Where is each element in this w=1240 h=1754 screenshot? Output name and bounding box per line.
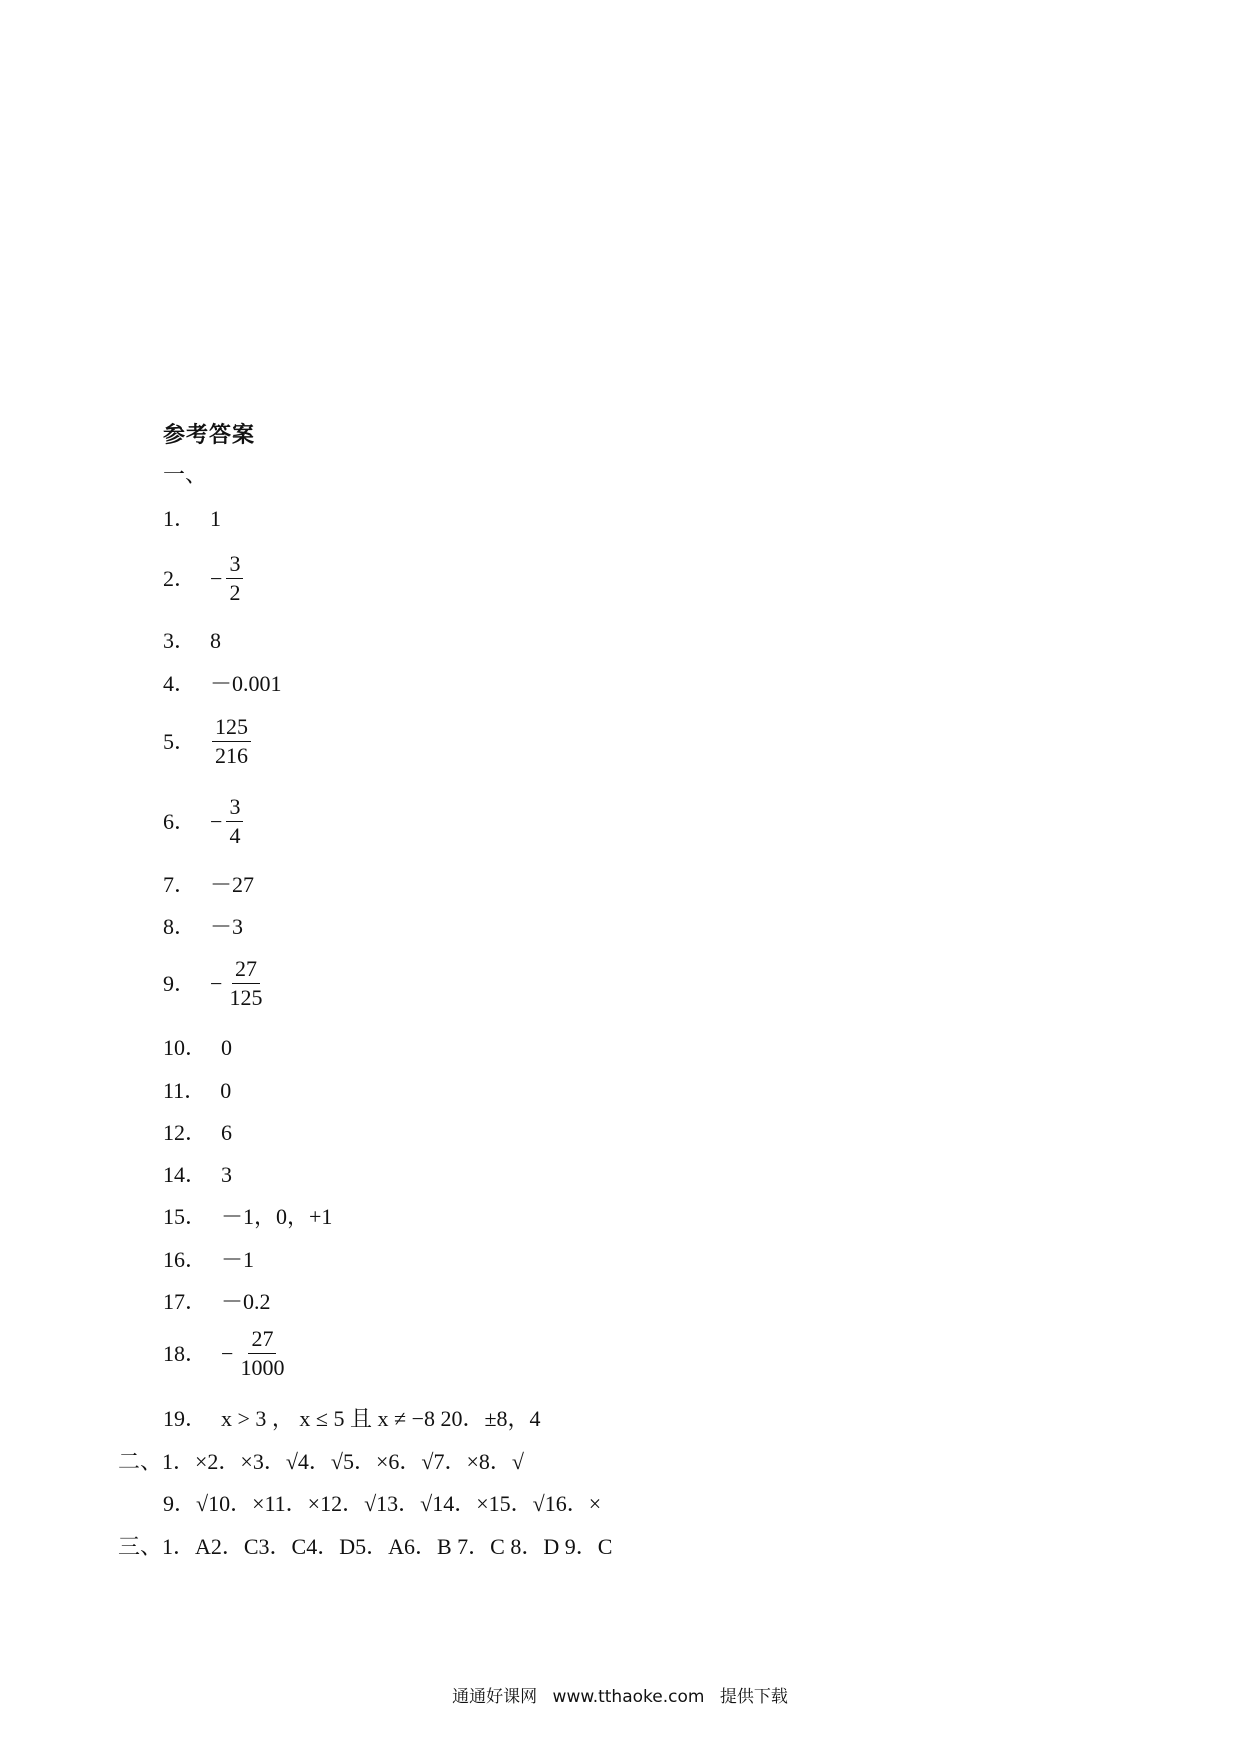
answer-value: 0 (221, 1035, 233, 1060)
answer-number: 1． (163, 506, 197, 531)
answer-value: －0.2 (221, 1289, 271, 1314)
answer-value: －1，0，+1 (221, 1204, 333, 1229)
answer-number: 9． (163, 970, 197, 996)
answer-number: 4． (163, 671, 197, 696)
answer-value: －27 (210, 872, 255, 897)
answer-value: 1 (210, 506, 222, 531)
minus-sign: − (210, 970, 223, 996)
answer-value: 8 (210, 628, 222, 653)
answer-value: －3 (210, 914, 244, 939)
answer-11 (163, 1080, 231, 1102)
answer-value: x > 3 ， x ≤ 5 且 x ≠ −8 20．±8，4 (221, 1406, 541, 1431)
answer-8 (163, 916, 243, 938)
answer-10 (163, 1037, 232, 1059)
fraction (212, 716, 251, 767)
answer-6 (163, 796, 243, 847)
fraction-denominator: 1000 (240, 1355, 285, 1380)
section-1-heading: 一、 (163, 463, 208, 488)
page-title: 参考答案 (163, 423, 256, 448)
fraction-denominator: 2 (229, 580, 241, 605)
fraction-denominator: 4 (229, 823, 241, 848)
answer-number: 10． (163, 1035, 208, 1060)
answer-number: 19． (163, 1406, 208, 1431)
section-2-line-1: 二、1．×2．×3．√4．√5．×6．√7．×8．√ (118, 1449, 524, 1474)
answer-number: 16． (163, 1247, 208, 1272)
answer-number: 12． (163, 1120, 208, 1145)
minus-sign: − (210, 808, 223, 834)
answer-number: 11． (163, 1078, 207, 1103)
footer-url[interactable]: www.tthaoke.com (552, 1687, 705, 1707)
minus-sign: − (210, 565, 223, 591)
answer-16 (163, 1249, 254, 1271)
answer-number: 6． (163, 808, 197, 834)
footer-action: 提供下载 (719, 1687, 788, 1707)
answer-12 (163, 1122, 232, 1144)
fraction (226, 958, 265, 1009)
answer-3 (163, 630, 221, 652)
answer-number: 17． (163, 1289, 208, 1314)
minus-sign: − (221, 1340, 234, 1366)
answer-7 (163, 874, 254, 896)
answer-number: 2． (163, 565, 197, 591)
fraction (226, 553, 243, 604)
answer-number: 7． (163, 872, 197, 897)
answer-value: 0 (220, 1078, 232, 1103)
page-footer (0, 1682, 1240, 1707)
answer-number: 8． (163, 914, 197, 939)
answer-4 (163, 673, 282, 695)
answer-number: 14． (163, 1162, 208, 1187)
answer-number: 15． (163, 1204, 208, 1229)
fraction-denominator: 125 (229, 985, 263, 1010)
answer-18 (163, 1328, 287, 1379)
fraction-numerator: 125 (212, 716, 251, 742)
answer-value: 6 (221, 1120, 233, 1145)
footer-site-name: 通通好课网 (452, 1687, 538, 1707)
answer-5 (163, 716, 251, 767)
fraction-numerator: 27 (248, 1328, 276, 1354)
answer-19-20 (163, 1408, 541, 1430)
section-2-line-2: 9．√10．×11．×12．√13．√14．×15．√16．× (163, 1491, 602, 1516)
answer-value: 3 (221, 1162, 233, 1187)
fraction-numerator: 3 (226, 553, 243, 579)
answer-2 (163, 553, 243, 604)
answer-15 (163, 1206, 332, 1228)
answer-1 (163, 508, 221, 530)
answer-9 (163, 958, 265, 1009)
answer-14 (163, 1164, 232, 1186)
fraction-numerator: 3 (226, 796, 243, 822)
answer-number: 5． (163, 728, 197, 754)
section-3-line-1: 三、1．A2．C3．C4．D5．A6．B 7．C 8．D 9．C (118, 1534, 613, 1559)
answer-value: －0.001 (210, 671, 282, 696)
fraction-denominator: 216 (215, 743, 249, 768)
answer-value: －1 (221, 1247, 255, 1272)
fraction (226, 796, 243, 847)
answer-17 (163, 1291, 271, 1313)
answer-number: 18． (163, 1340, 208, 1366)
answer-number: 3． (163, 628, 197, 653)
fraction-numerator: 27 (232, 958, 260, 984)
fraction (237, 1328, 287, 1379)
